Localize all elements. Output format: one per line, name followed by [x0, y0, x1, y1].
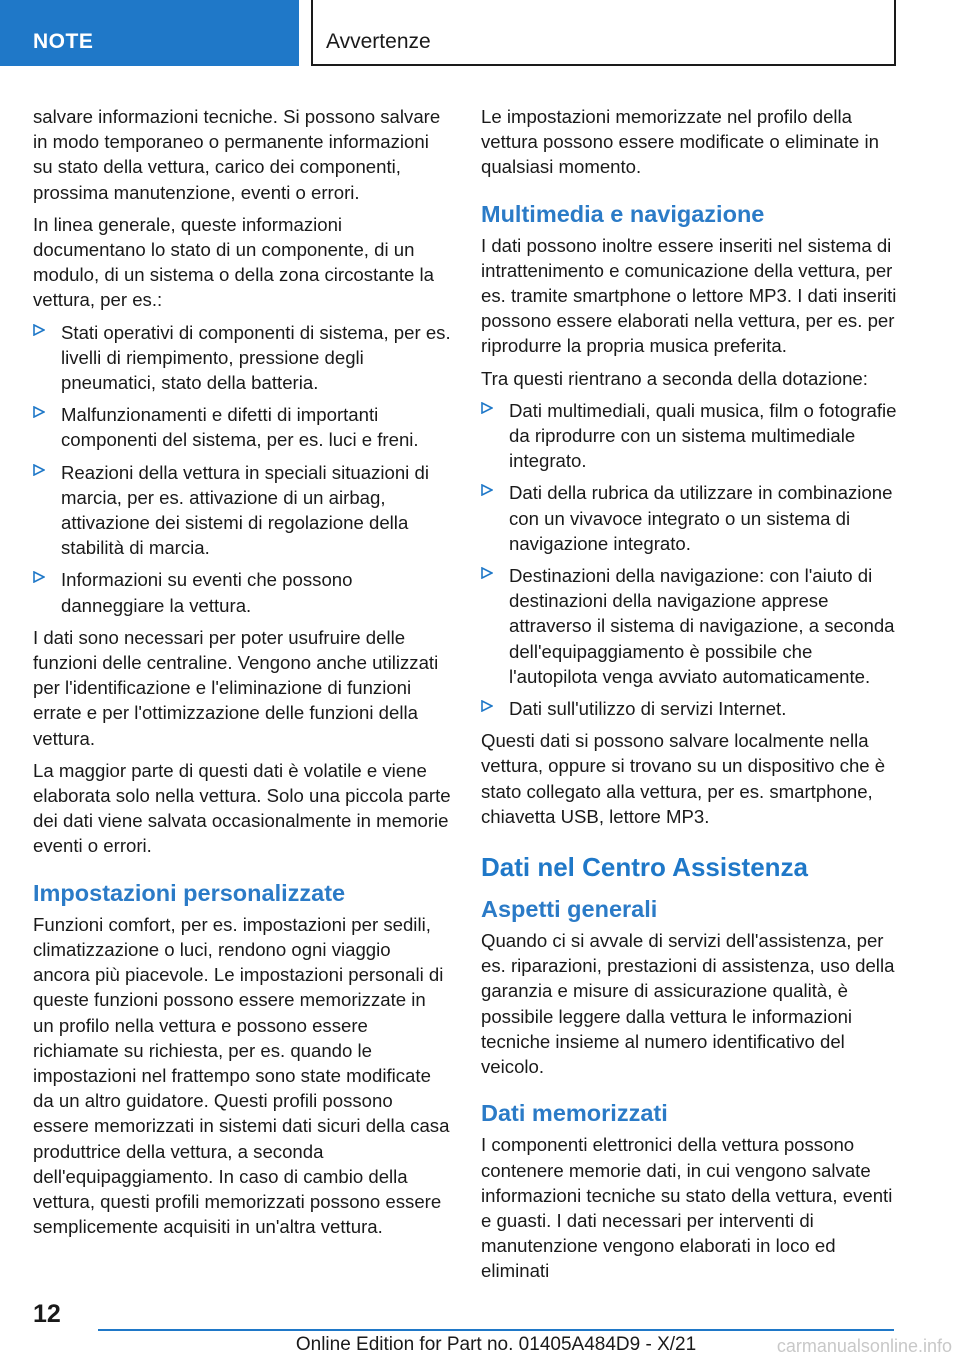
paragraph: Tra questi rientrano a seconda della dotazione:: [481, 367, 868, 389]
paragraph: I dati possono inoltre essere inseriti nel sistema di intrattenimento e comunicazione della vettura, per es. tramite smartphone o lettore MP3. I dati inseriti possono essere elaborati nella vettura, per es. per riprodurre la propria musica preferita.: [481, 234, 897, 357]
section-label: NOTE: [33, 30, 94, 53]
bullet-list: [481, 398, 899, 721]
list-item: [33, 567, 451, 617]
list-item: [481, 696, 899, 721]
list-item-text: Dati della rubrica da utilizzare in combinazione con un vivavoce integrato o un sistema di navigazione integrato.: [509, 482, 893, 554]
chapter-heading: Dati nel Centro Assistenza: [481, 852, 809, 883]
section-heading: Dati memorizzati: [481, 1100, 668, 1127]
triangle-bullet-icon: [481, 700, 493, 712]
right-column: [481, 104, 899, 1291]
triangle-bullet-icon: [481, 402, 493, 414]
triangle-bullet-icon: [33, 324, 45, 336]
section-heading: Impostazioni personalizzate: [33, 879, 346, 906]
list-item-text: Reazioni della vettura in speciali situazioni di marcia, per es. attivazione di un airbag, attivazione dei sistemi di regolazione della stabilità di marcia.: [61, 461, 429, 559]
list-item-text: Dati sull'utilizzo di servizi Internet.: [509, 698, 787, 720]
list-item: [481, 480, 899, 556]
list-item: [33, 320, 451, 396]
section-tab: [0, 0, 299, 66]
paragraph: La maggior parte di questi dati è volatile e viene elaborata solo nella vettura. Solo una piccola parte dei dati viene salvata occasionalmente in memorie eventi o errori.: [33, 759, 451, 857]
paragraph: I componenti elettronici della vettura possono contenere memorie dati, in cui vengono salvate informazioni tecniche su stato della vettura, eventi e guasti. I dati necessari per interventi di manutenzione vengono elaborati in loco ed eliminati: [481, 1134, 893, 1282]
paragraph: Questi dati si possono salvare localmente nella vettura, oppure si trovano su un dispositivo che è stato collegato alla vettura, per es. smartphone, chiavetta USB, lettore MP3.: [481, 730, 886, 827]
list-item: [33, 402, 451, 452]
list-item: [481, 563, 899, 689]
list-item: [33, 460, 451, 561]
list-item-text: Destinazioni della navigazione: con l'aiuto di destinazioni della navigazione apprese attraverso il sistema di navigazione, a seconda dell'equipaggiamento è possibile che l'autopilota venga avviato automaticamente.: [509, 565, 895, 687]
footer-divider: [98, 1329, 894, 1331]
edition-text: Online Edition for Part no. 01405A484D9 - X/21: [295, 1334, 697, 1355]
paragraph: Funzioni comfort, per es. impostazioni per sedili, climatizzazione o luci, rendono ogni viaggio ancora più piacevole. Le impostazioni personali di queste funzioni possono essere memorizzate in un profilo nella vettura e possono essere richiamate su richiesta, per es. quando le impostazioni nel frattempo sono state modificate da un altro guidatore. Questi profili possono essere memorizzati in sistemi dati sicuri della casa produttrice della vettura, a seconda dell'equipaggiamento. In caso di cambio della vettura, questi profili memorizzati possono essere semplicemente acquisiti in un'altra vettura.: [33, 913, 450, 1238]
page-number: 12: [33, 1300, 61, 1328]
list-item-text: Informazioni su eventi che possono danneggiare la vettura.: [61, 569, 353, 616]
list-item-text: Dati multimediali, quali musica, film o fotografie da riprodurre con un sistema multimediale integrato.: [509, 399, 897, 472]
left-column: [33, 104, 451, 1246]
paragraph: salvare informazioni tecniche. Si possono salvare in modo temporaneo o permanente informazioni su stato della vettura, carico dei componenti, prossima manutenzione, eventi o errori.: [33, 106, 441, 203]
paragraph: Quando ci si avvale di servizi dell'assistenza, per es. riparazioni, prestazioni di assistenza, uso della garanzia e misure di assicurazione qualità, è possibile leggere dalla vettura le informazioni tecniche insieme al numero identificativo del veicolo.: [481, 930, 895, 1078]
watermark: carmanualsonline.info: [776, 1336, 952, 1356]
section-heading: Aspetti generali: [481, 896, 658, 923]
triangle-bullet-icon: [481, 484, 493, 496]
bullet-list: [33, 320, 451, 618]
triangle-bullet-icon: [481, 567, 493, 579]
triangle-bullet-icon: [33, 406, 45, 418]
chapter-box: [311, 0, 896, 66]
paragraph: Le impostazioni memorizzate nel profilo della vettura possono essere modificate o eliminate in qualsiasi momento.: [481, 106, 879, 178]
list-item-text: Malfunzionamenti e difetti di importanti componenti del sistema, per es. luci e freni.: [61, 404, 419, 451]
page-header: [0, 0, 960, 66]
paragraph: I dati sono necessari per poter usufruire delle funzioni delle centraline. Vengono anche utilizzati per l'identificazione e l'eliminazione di funzioni errate e per l'ottimizzazione delle funzioni della vettura.: [33, 626, 439, 749]
chapter-title: Avvertenze: [326, 30, 431, 53]
triangle-bullet-icon: [33, 571, 45, 583]
section-heading: Multimedia e navigazione: [481, 200, 765, 227]
list-item: [481, 398, 899, 474]
triangle-bullet-icon: [33, 464, 45, 476]
paragraph: In linea generale, queste informazioni documentano lo stato di un componente, di un modulo, di un sistema o della zona circostante la vettura, per es.:: [33, 213, 435, 311]
list-item-text: Stati operativi di componenti di sistema, per es. livelli di riempimento, pressione degli pneumatici, stato della batteria.: [61, 321, 451, 394]
